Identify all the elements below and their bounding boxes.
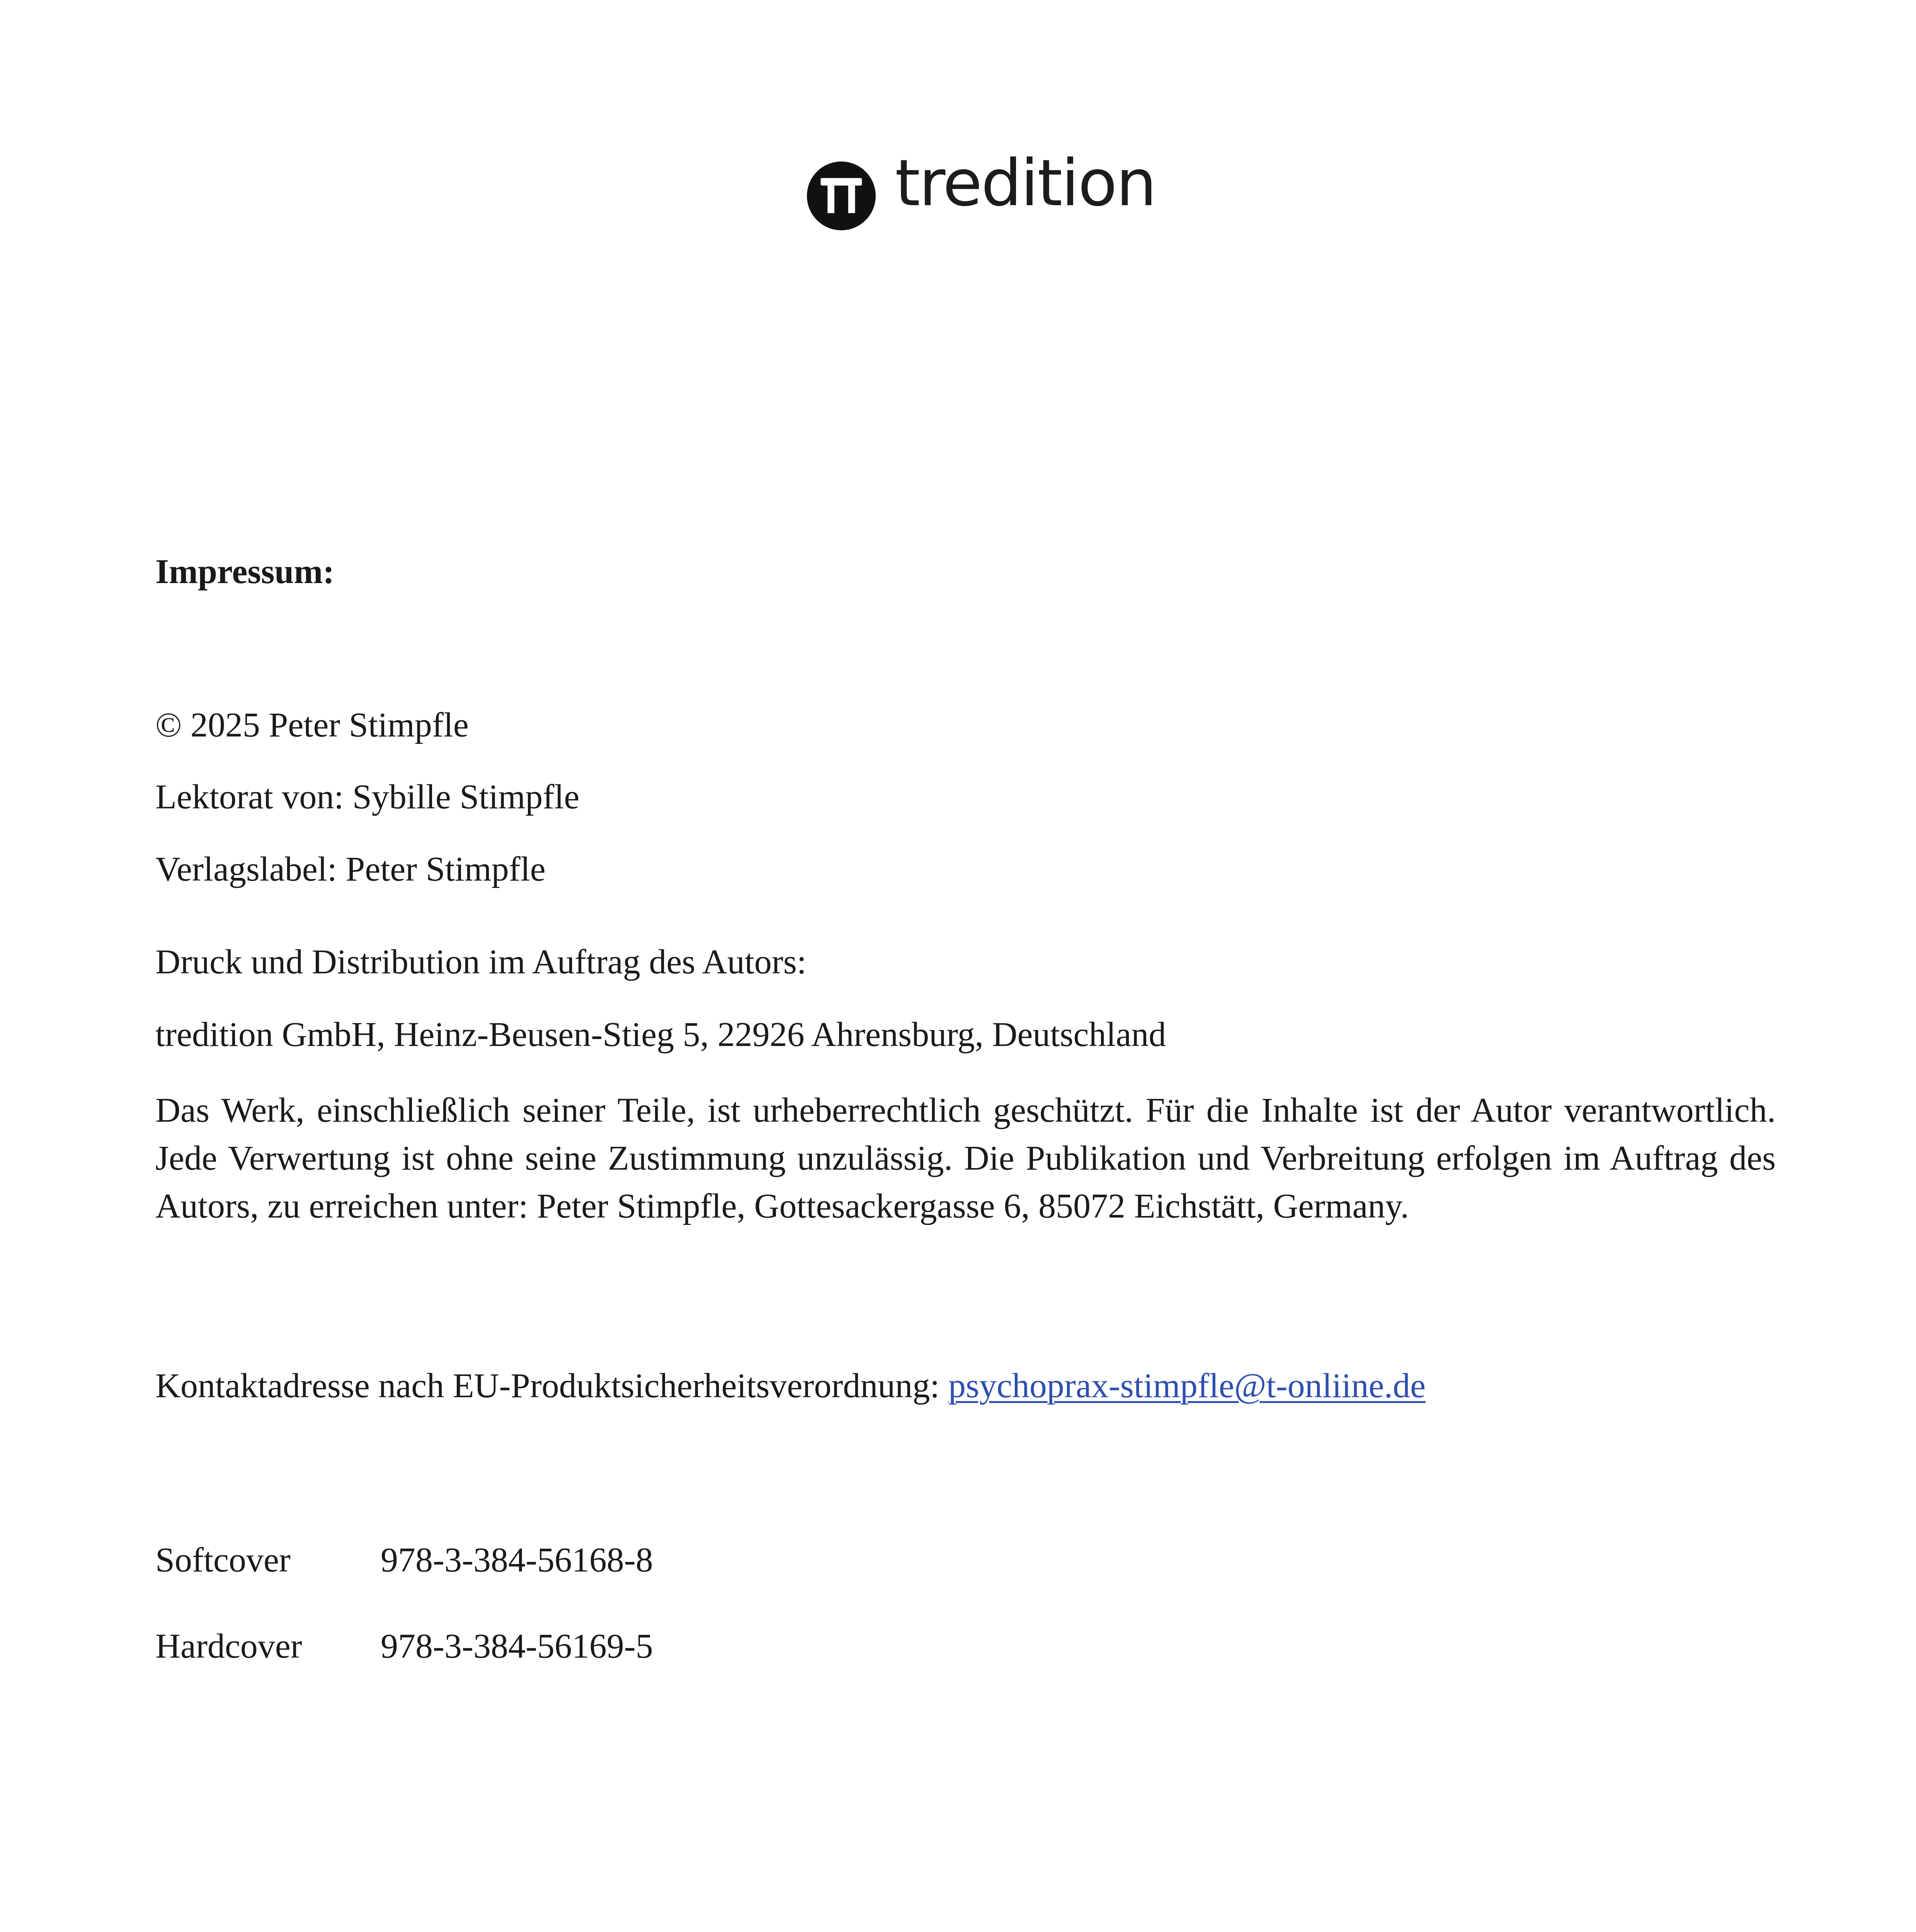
tredition-logo-icon — [807, 162, 876, 230]
edition-isbn: 978-3-384-56168-8 — [381, 1541, 653, 1579]
contact-email-link[interactable]: psychoprax-stimpfle@t-onliine.de — [948, 1367, 1426, 1405]
edition-format: Softcover — [155, 1541, 291, 1579]
contact-line — [155, 1369, 1426, 1403]
publisher-label-line: Verlagslabel: Peter Stimpfle — [155, 850, 546, 888]
print-distribution-intro: Druck und Distribution im Auftrag des Autors: — [155, 943, 807, 981]
edition-format: Hardcover — [155, 1627, 302, 1665]
editing-line: Lektorat von: Sybille Stimpfle — [155, 778, 580, 816]
imprint-heading: Impressum: — [155, 553, 335, 591]
rights-notice: Das Werk, einschließlich seiner Teile, ist urheberrechtlich geschützt. Für die Inhalte ist der Autor verantwortlich. Jede Verwertung ist ohne seine Zustimmung unzulässig. Die Publikation und Verbreitung erfolgen im Auftrag des Autors, zu erreichen unter: Peter Stimpfle, Gottesackergasse 6, 85072 Eichstätt, Germany. — [155, 1091, 1776, 1225]
tredition-wordmark: tredition — [895, 146, 1156, 221]
contact-label: Kontaktadresse nach EU-Produktsicherheitsverordnung: — [155, 1367, 948, 1405]
publisher-address: tredition GmbH, Heinz-Beusen-Stieg 5, 22926 Ahrensburg, Deutschland — [155, 1015, 1166, 1054]
copyright-line: © 2025 Peter Stimpfle — [155, 706, 469, 744]
edition-isbn: 978-3-384-56169-5 — [381, 1627, 653, 1665]
